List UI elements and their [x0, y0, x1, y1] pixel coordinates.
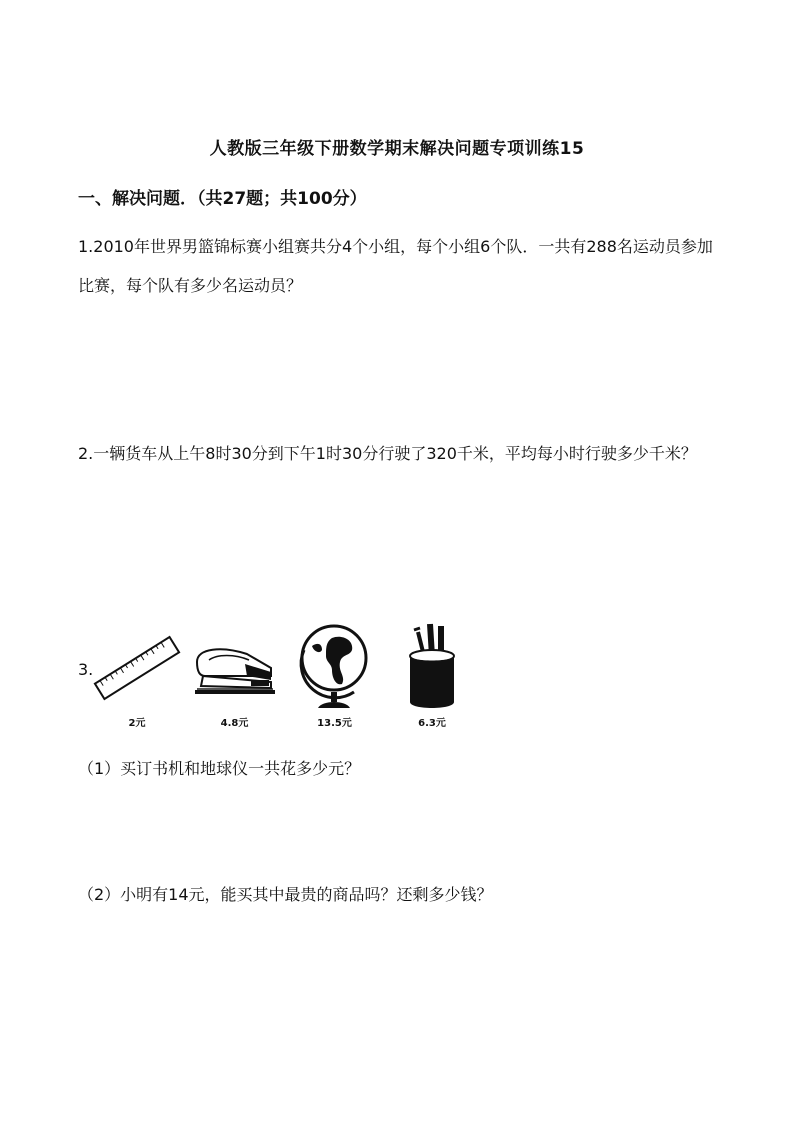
- document-title: 人教版三年级下册数学期末解决问题专项训练15: [209, 139, 585, 159]
- section-heading: 一、解决问题．（共27题；共100分）: [78, 189, 367, 209]
- pen-holder-icon: [392, 620, 472, 715]
- product-pen-holder: [392, 620, 472, 735]
- stapler-price: 4.8元: [220, 718, 249, 729]
- globe-icon: [292, 620, 377, 715]
- globe-price: 13.5元: [317, 718, 352, 729]
- product-globe: [292, 620, 377, 735]
- product-images: [92, 620, 472, 735]
- question-2: 2.一辆货车从上午8时30分到下午1时30分行驶了320千米，平均每小时行驶多少千米？: [78, 444, 697, 463]
- question-3-sub-1: （1）买订书机和地球仪一共花多少元？: [78, 759, 361, 778]
- pen-holder-price: 6.3元: [418, 718, 446, 729]
- stapler-icon: [187, 620, 282, 710]
- product-ruler: [92, 620, 182, 735]
- question-1: 1.2010年世界男篮锦标赛小组赛共分4个小组，每个小组6个队．一共有288名运动员参加比赛，每个队有多少名运动员？: [78, 237, 713, 295]
- question-3-number: 3.: [78, 660, 94, 679]
- ruler-price: 2元: [128, 718, 146, 729]
- ruler-icon: [92, 620, 182, 710]
- product-stapler: [187, 620, 282, 735]
- question-3-sub-2: （2）小明有14元，能买其中最贵的商品吗？还剩多少钱？: [78, 885, 493, 904]
